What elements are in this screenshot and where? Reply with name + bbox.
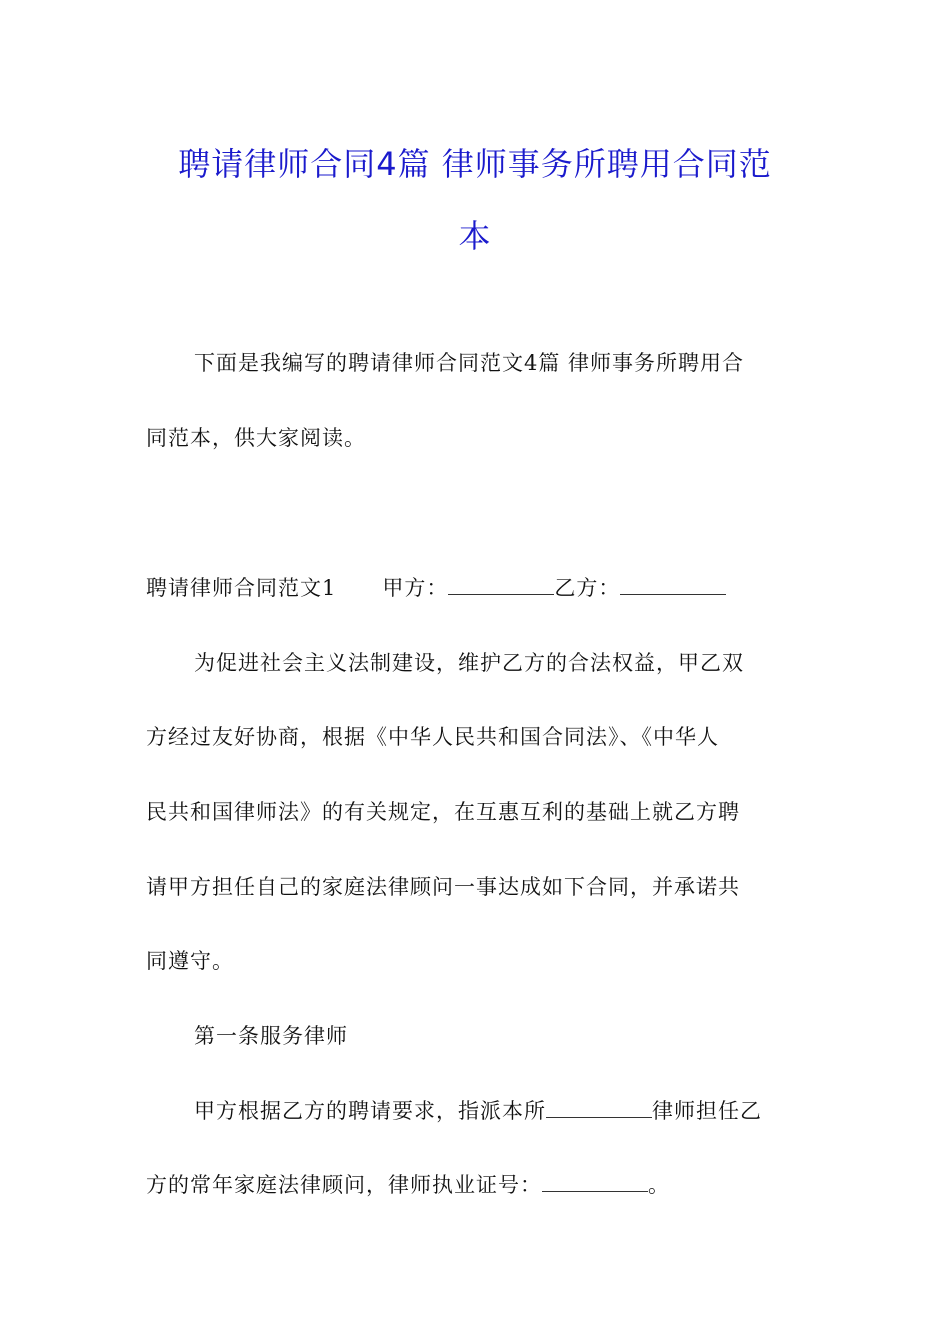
license-number-blank: [542, 1173, 648, 1192]
article1-heading: 第一条服务律师: [194, 1024, 348, 1048]
title-line-2: 本: [458, 217, 492, 255]
para1-line-4: 请甲方担任自己的家庭法律顾问一事达成如下合同，并承诺共: [146, 875, 740, 899]
article1-line-1-text-b: 律师担任乙: [652, 1099, 762, 1123]
para1-line-3: 民共和国律师法》的有关规定，在互惠互利的基础上就乙方聘: [146, 800, 740, 824]
party-b-blank: [620, 576, 726, 595]
para1-line-5: 同遵守。: [146, 949, 234, 973]
document-title: [130, 128, 820, 272]
article1-line-1-text-a: 甲方根据乙方的聘请要求，指派本所: [194, 1099, 546, 1123]
intro-line-2: 同范本，供大家阅读。: [146, 426, 366, 450]
intro-line-1: 下面是我编写的聘请律师合同范文4篇 律师事务所聘用合: [194, 351, 745, 375]
party-a-label: 甲方：: [382, 576, 449, 600]
section-heading-row: [146, 572, 826, 602]
title-line-1: 聘请律师合同4篇 律师事务所聘用合同范: [178, 145, 772, 183]
article1-line-2-text-b: 。: [648, 1173, 670, 1197]
article1-line-2-text-a: 方的常年家庭法律顾问，律师执业证号：: [146, 1173, 542, 1197]
article1-line-1: [194, 1095, 874, 1125]
lawyer-name-blank: [546, 1099, 652, 1118]
article1-line-2: [146, 1169, 826, 1199]
party-b-label: 乙方：: [554, 576, 621, 600]
party-a-blank: [448, 576, 554, 595]
para1-line-2: 方经过友好协商，根据《中华人民共和国合同法》、《中华人: [146, 725, 719, 749]
para1-line-1: 为促进社会主义法制建设，维护乙方的合法权益，甲乙双: [194, 651, 744, 675]
section-heading: 聘请律师合同范文1: [146, 576, 337, 600]
